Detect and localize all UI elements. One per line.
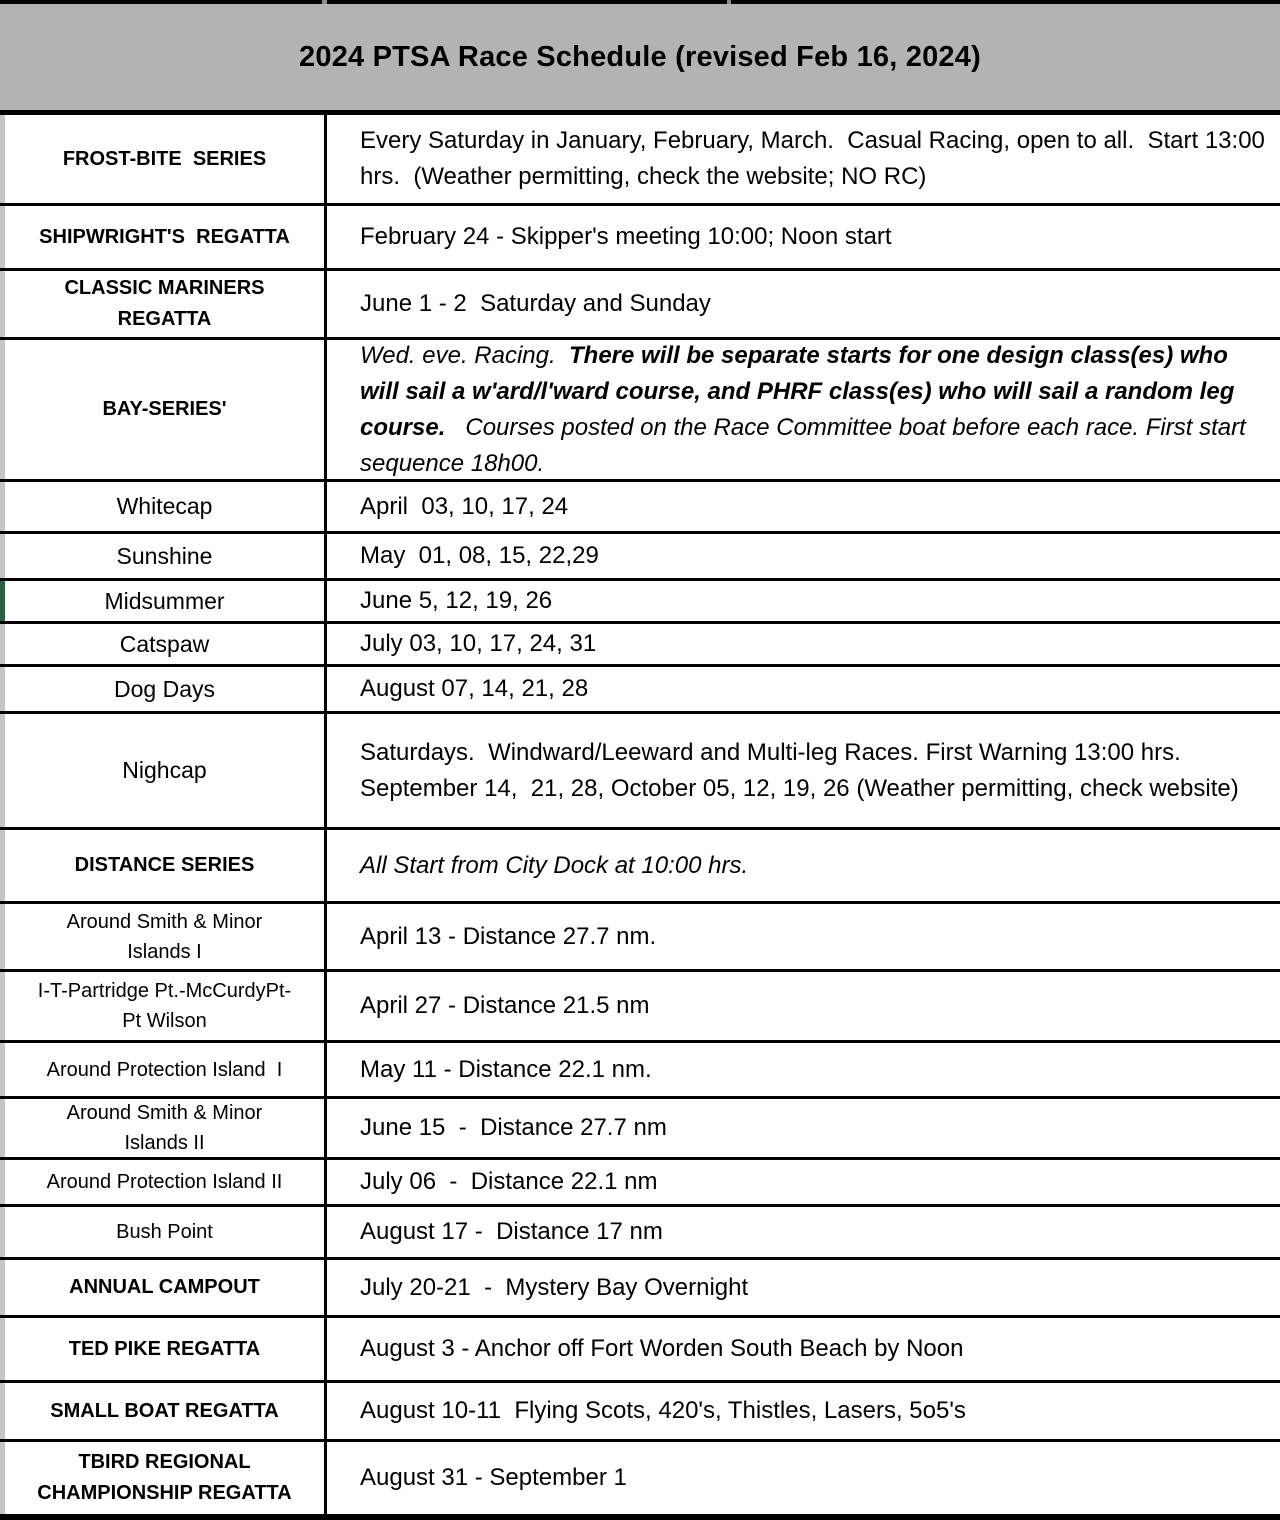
event-details-cell (327, 830, 1280, 901)
event-name: FROST-BITE SERIES (62, 147, 267, 170)
event-name: Sunshine (116, 542, 213, 569)
table-row (0, 904, 1280, 972)
event-details-cell (327, 1442, 1280, 1514)
page-title: 2024 PTSA Race Schedule (revised Feb 16, 2024) (299, 40, 981, 73)
event-name-cell (5, 482, 324, 531)
event-details-cell (327, 1318, 1280, 1380)
table-row (0, 1207, 1280, 1260)
top-border-segment (327, 0, 727, 4)
event-details-cell (327, 1260, 1280, 1315)
event-name-cell (5, 581, 324, 621)
event-name: TBIRD REGIONAL CHAMPIONSHIP REGATTA (37, 1451, 292, 1504)
event-name: TED PIKE REGATTA (68, 1337, 261, 1360)
event-details: August 17 - Distance 17 nm (360, 1218, 663, 1245)
table-row (0, 1099, 1280, 1160)
event-name-cell (5, 624, 324, 664)
event-name-cell (5, 1043, 324, 1096)
event-details: Wed. eve. Racing. There will be separate starts for one design class(es) who will sail a w'ard/l'ward course, and PHRF class(es) who will sail a random leg course. Courses posted on the Race Committee boat before each race. First start sequence 18h00. (360, 341, 1253, 477)
table-row (0, 830, 1280, 904)
event-details-cell (327, 1207, 1280, 1257)
event-details-cell (327, 904, 1280, 969)
event-details: May 01, 08, 15, 22,29 (360, 542, 599, 569)
event-name: Around Smith & Minor Islands I (66, 910, 263, 963)
table-row (0, 714, 1280, 830)
event-name-cell (5, 115, 324, 203)
event-name-cell (5, 1260, 324, 1315)
event-details-cell (327, 667, 1280, 711)
event-name-cell (5, 1442, 324, 1514)
event-name-cell (5, 714, 324, 827)
event-name: Midsummer (104, 587, 225, 614)
event-details: April 27 - Distance 21.5 nm (360, 992, 650, 1019)
event-name: Whitecap (116, 493, 213, 520)
table-row (0, 1043, 1280, 1099)
event-name-cell (5, 1160, 324, 1204)
event-details: July 20-21 - Mystery Bay Overnight (360, 1273, 749, 1301)
event-name: DISTANCE SERIES (74, 854, 255, 876)
event-details-cell (327, 482, 1280, 531)
table-row (0, 581, 1280, 624)
event-name: Around Smith & Minor Islands II (66, 1102, 263, 1154)
table-row (0, 1383, 1280, 1442)
schedule-header (0, 4, 1280, 115)
table-row (0, 1442, 1280, 1520)
event-details: February 24 - Skipper's meeting 10:00; Noon start (360, 223, 892, 250)
event-details: May 11 - Distance 22.1 nm. (360, 1055, 652, 1083)
event-details-cell (327, 1099, 1280, 1157)
table-row (0, 534, 1280, 581)
event-name-cell (5, 1383, 324, 1439)
event-name: Around Protection Island II (46, 1171, 283, 1193)
event-details: August 31 - September 1 (360, 1464, 627, 1491)
event-name-cell (5, 830, 324, 901)
event-details: June 5, 12, 19, 26 (360, 587, 553, 614)
event-name: Bush Point (116, 1221, 213, 1243)
table-row (0, 1160, 1280, 1207)
event-name: Around Protection Island I (46, 1058, 283, 1081)
event-details: April 13 - Distance 27.7 nm. (360, 922, 657, 950)
event-details: Saturdays. Windward/Leeward and Multi-leg Races. First Warning 13:00 hrs. September 14, 21, 28, October 05, 12, 19, 26 (Weather permitting, check website) (360, 738, 1239, 802)
event-details-cell (327, 206, 1280, 268)
top-border-segment (0, 0, 322, 4)
event-name: BAY-SERIES' (102, 398, 227, 420)
top-crop-border (0, 0, 1280, 4)
event-details: June 1 - 2 Saturday and Sunday (360, 290, 711, 317)
event-name: SMALL BOAT REGATTA (50, 1399, 279, 1422)
table-row (0, 482, 1280, 534)
top-border-segment (731, 0, 1280, 4)
event-name-cell (5, 271, 324, 337)
event-name-cell (5, 206, 324, 268)
event-name: Catspaw (119, 630, 210, 657)
event-name: ANNUAL CAMPOUT (69, 1276, 260, 1298)
table-row (0, 340, 1280, 482)
event-details: August 07, 14, 21, 28 (360, 675, 589, 702)
event-name: CLASSIC MARINERS REGATTA (64, 277, 265, 330)
event-details-cell (327, 1043, 1280, 1096)
event-name: SHIPWRIGHT'S REGATTA (39, 225, 290, 248)
event-details: June 15 - Distance 27.7 nm (360, 1114, 667, 1141)
event-details-cell (327, 115, 1280, 203)
event-name-cell (5, 904, 324, 969)
event-name-cell (5, 972, 324, 1040)
event-details-cell (327, 1383, 1280, 1439)
event-name-cell (5, 1207, 324, 1257)
event-name-cell (5, 340, 324, 479)
event-name: I-T-Partridge Pt.-McCurdyPt- Pt Wilson (37, 980, 292, 1032)
table-row (0, 972, 1280, 1043)
event-name: Nighcap (122, 757, 207, 784)
event-details: August 10-11 Flying Scots, 420's, Thistles, Lasers, 5o5's (360, 1397, 966, 1424)
table-row (0, 206, 1280, 271)
event-details-cell (327, 340, 1280, 479)
table-row (0, 624, 1280, 667)
event-details-cell (327, 581, 1280, 621)
event-name: Dog Days (114, 675, 215, 702)
event-name-cell (5, 1099, 324, 1157)
event-details-cell (327, 714, 1280, 827)
table-row (0, 1260, 1280, 1318)
table-row (0, 667, 1280, 714)
table-row (0, 271, 1280, 340)
event-details: All Start from City Dock at 10:00 hrs. (360, 851, 749, 879)
event-details-cell (327, 534, 1280, 578)
event-details-cell (327, 271, 1280, 337)
event-details-cell (327, 1160, 1280, 1204)
event-details: April 03, 10, 17, 24 (360, 492, 569, 520)
table-row (0, 115, 1280, 206)
schedule-table (0, 115, 1280, 1520)
event-details: August 3 - Anchor off Fort Worden South Beach by Noon (360, 1335, 964, 1362)
event-details: July 03, 10, 17, 24, 31 (360, 630, 597, 657)
event-details-cell (327, 624, 1280, 664)
event-name-cell (5, 667, 324, 711)
event-details: July 06 - Distance 22.1 nm (360, 1168, 658, 1195)
event-details: Every Saturday in January, February, March. Casual Racing, open to all. Start 13:00 hrs. (Weather permitting, check the website; NO RC) (360, 127, 1272, 190)
event-details-cell (327, 972, 1280, 1040)
event-name-cell (5, 534, 324, 578)
table-row (0, 1318, 1280, 1383)
event-name-cell (5, 1318, 324, 1380)
